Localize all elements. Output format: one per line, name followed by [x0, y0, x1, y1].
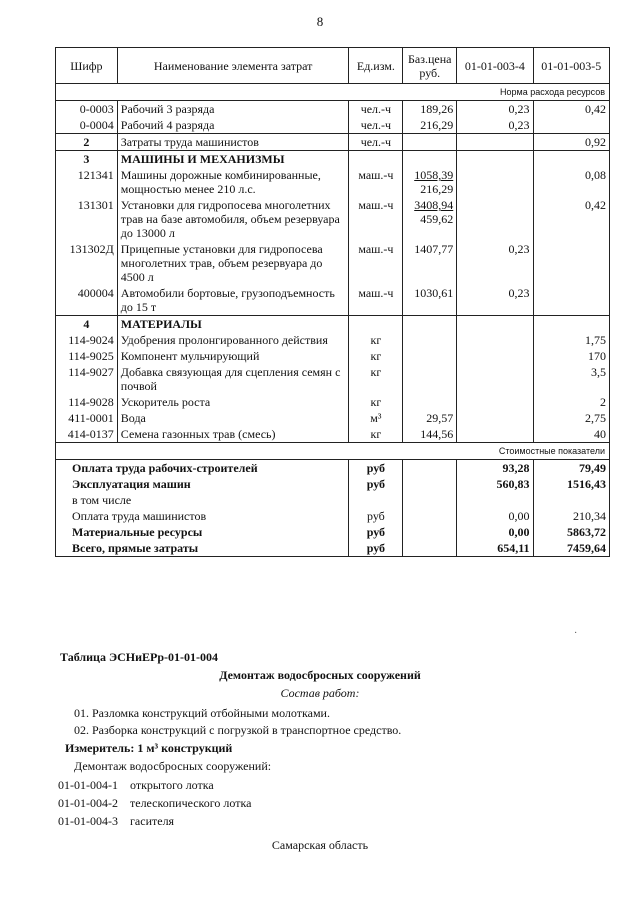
item-code: 01-01-004-1 [58, 778, 118, 792]
table-row [56, 364, 610, 394]
table-row [56, 316, 610, 333]
row-code: 0-0004 [56, 117, 118, 134]
row-value-003-5: 1,75 [533, 332, 609, 348]
row-price [403, 332, 457, 348]
cost-name: Всего, прямые затраты [56, 540, 349, 557]
row-code: 121341 [56, 167, 118, 197]
row-name: Компонент мульчирующий [117, 348, 349, 364]
row-unit: кг [349, 394, 403, 410]
row-value-003-5 [533, 285, 609, 316]
row-code: 400004 [56, 285, 118, 316]
cost-unit: руб [349, 540, 403, 557]
header-unit: Ед.изм. [349, 48, 403, 84]
row-name: Ускоритель роста [117, 394, 349, 410]
cost-row [56, 540, 610, 557]
cost-name: Эксплуатация машин [56, 476, 349, 492]
cost-value-003-4: 654,11 [457, 540, 533, 557]
price-main: 189,26 [420, 102, 454, 116]
cost-row [56, 476, 610, 492]
table-row [56, 410, 610, 426]
row-price [403, 101, 457, 118]
table-row [56, 241, 610, 285]
row-code: 411-0001 [56, 410, 118, 426]
row-unit: кг [349, 332, 403, 348]
cost-name: Оплата труда рабочих-строителей [56, 460, 349, 477]
row-name: Машины дорожные комбинированные, мощностью менее 210 л.с. [117, 167, 349, 197]
row-value-003-5: 40 [533, 426, 609, 443]
header-col4: 01-01-003-4 [457, 48, 533, 84]
cost-price [403, 492, 457, 508]
row-name: Вода [117, 410, 349, 426]
cost-price [403, 460, 457, 477]
cost-value-003-4: 0,00 [457, 524, 533, 540]
row-value-003-4 [457, 410, 533, 426]
row-unit: м³ [349, 410, 403, 426]
row-name: Прицепные установки для гидропосева многолетних трав, объем резервуара до 4500 л [117, 241, 349, 285]
row-name: Затраты труда машинистов [117, 134, 349, 151]
row-code: 114-9025 [56, 348, 118, 364]
row-value-003-4 [457, 426, 533, 443]
items-intro: Демонтаж водосбросных сооружений: [74, 759, 272, 773]
cost-value-003-4: 93,28 [457, 460, 533, 477]
table-row [56, 332, 610, 348]
row-unit: чел.-ч [349, 117, 403, 134]
cost-unit: руб [349, 476, 403, 492]
row-price [403, 151, 457, 168]
cost-price [403, 540, 457, 557]
table-row [56, 134, 610, 151]
table-row [56, 117, 610, 134]
row-value-003-5: 0,42 [533, 101, 609, 118]
row-value-003-4 [457, 348, 533, 364]
row-price [403, 364, 457, 394]
price-main: 1030,61 [414, 286, 454, 300]
row-unit: маш.-ч [349, 167, 403, 197]
cost-row [56, 508, 610, 524]
row-value-003-5 [533, 316, 609, 333]
row-name: МАТЕРИАЛЫ [117, 316, 349, 333]
cost-value-003-5: 5863,72 [533, 524, 609, 540]
table-row [56, 167, 610, 197]
row-name: Установки для гидропосева многолетних трав на базе автомобиля, объем резервуара до 13000 л [117, 197, 349, 241]
row-unit: кг [349, 426, 403, 443]
cost-value-003-5: 79,49 [533, 460, 609, 477]
cost-value-003-5 [533, 492, 609, 508]
measure-unit: Измеритель: 1 м³ конструкций [65, 741, 233, 755]
row-value-003-5: 2,75 [533, 410, 609, 426]
price-main: 1058,39 [414, 168, 454, 182]
price-main: 3408,94 [414, 198, 454, 212]
cost-value-003-4: 0,00 [457, 508, 533, 524]
row-value-003-5: 2 [533, 394, 609, 410]
row-value-003-4: 0,23 [457, 117, 533, 134]
header-name: Наименование элемента затрат [117, 48, 349, 84]
row-value-003-4 [457, 364, 533, 394]
row-unit: чел.-ч [349, 134, 403, 151]
row-code: 0-0003 [56, 101, 118, 118]
row-unit: маш.-ч [349, 241, 403, 285]
row-value-003-5: 0,08 [533, 167, 609, 197]
cost-unit: руб [349, 524, 403, 540]
table-row [56, 426, 610, 443]
row-price [403, 117, 457, 134]
page-number: 8 [316, 14, 324, 29]
row-code: 2 [56, 134, 118, 151]
row-value-003-4: 0,23 [457, 101, 533, 118]
items-list [58, 776, 251, 830]
table-row [56, 197, 610, 241]
row-price [403, 167, 457, 197]
row-value-003-5: 3,5 [533, 364, 609, 394]
row-value-003-4 [457, 394, 533, 410]
row-name: Рабочий 4 разряда [117, 117, 349, 134]
row-value-003-4 [457, 316, 533, 333]
row-price [403, 426, 457, 443]
item-name: гасителя [130, 814, 175, 828]
row-name: Добавка связующая для сцепления семян с почвой [117, 364, 349, 394]
row-value-003-4 [457, 197, 533, 241]
row-unit: чел.-ч [349, 101, 403, 118]
table-row [56, 101, 610, 118]
work-item-1: 01. Разломка конструкций отбойными молотками. [74, 706, 330, 720]
table-title: Таблица ЭСНиЕРр-01-01-004 [60, 650, 219, 664]
cost-name: Оплата труда машинистов [56, 508, 349, 524]
cost-name: Материальные ресурсы [56, 524, 349, 540]
row-value-003-4 [457, 167, 533, 197]
region-name: Самарская область [271, 838, 369, 852]
row-value-003-5: 0,92 [533, 134, 609, 151]
row-value-003-5 [533, 151, 609, 168]
row-unit [349, 151, 403, 168]
price-main: 1407,77 [414, 242, 454, 256]
row-name: МАШИНЫ И МЕХАНИЗМЫ [117, 151, 349, 168]
row-price [403, 285, 457, 316]
list-item [58, 776, 251, 794]
item-code: 01-01-004-3 [58, 814, 118, 828]
row-code: 114-9028 [56, 394, 118, 410]
row-name: Автомобили бортовые, грузоподъемность до 15 т [117, 285, 349, 316]
cost-value-003-5: 210,34 [533, 508, 609, 524]
stray-dot: · [574, 628, 578, 639]
row-value-003-4 [457, 134, 533, 151]
cost-row [56, 492, 610, 508]
row-name: Рабочий 3 разряда [117, 101, 349, 118]
table-row [56, 394, 610, 410]
row-price [403, 394, 457, 410]
row-value-003-4: 0,23 [457, 241, 533, 285]
cost-row [56, 524, 610, 540]
row-value-003-5: 0,42 [533, 197, 609, 241]
table-row [56, 285, 610, 316]
row-unit [349, 316, 403, 333]
row-unit: маш.-ч [349, 197, 403, 241]
row-value-003-4 [457, 151, 533, 168]
cost-price [403, 508, 457, 524]
norm-label: Норма расхода ресурсов [56, 84, 610, 101]
cost-unit: руб [349, 508, 403, 524]
cost-name: в том числе [56, 492, 349, 508]
cost-label-row [56, 443, 610, 460]
row-code: 114-9024 [56, 332, 118, 348]
cost-price [403, 524, 457, 540]
row-value-003-5 [533, 241, 609, 285]
price-main: 144,56 [420, 427, 454, 441]
cost-value-003-4 [457, 492, 533, 508]
price-main: 216,29 [420, 118, 454, 132]
header-col5: 01-01-003-5 [533, 48, 609, 84]
item-name: телескопического лотка [130, 796, 252, 810]
table-header-row [56, 48, 610, 84]
norms-table [55, 47, 610, 557]
row-code: 3 [56, 151, 118, 168]
row-price [403, 316, 457, 333]
header-code: Шифр [56, 48, 118, 84]
cost-value-003-5: 1516,43 [533, 476, 609, 492]
row-price [403, 134, 457, 151]
row-value-003-5 [533, 117, 609, 134]
row-name: Семена газонных трав (смесь) [117, 426, 349, 443]
works-title: Состав работ: [280, 686, 360, 700]
table-row [56, 348, 610, 364]
header-price: Баз.цена руб. [403, 48, 457, 84]
row-code: 414-0137 [56, 426, 118, 443]
row-value-003-4: 0,23 [457, 285, 533, 316]
row-name: Удобрения пролонгированного действия [117, 332, 349, 348]
cost-label: Стоимостные показатели [56, 443, 610, 460]
cost-unit: руб [349, 460, 403, 477]
row-unit: маш.-ч [349, 285, 403, 316]
row-code: 131302Д [56, 241, 118, 285]
item-code: 01-01-004-2 [58, 796, 118, 810]
cost-value-003-4: 560,83 [457, 476, 533, 492]
row-unit: кг [349, 364, 403, 394]
row-price [403, 410, 457, 426]
row-price [403, 197, 457, 241]
cost-row [56, 460, 610, 477]
price-labor: 459,62 [420, 212, 454, 226]
cost-unit [349, 492, 403, 508]
section-title: Демонтаж водосбросных сооружений [219, 668, 421, 682]
row-unit: кг [349, 348, 403, 364]
row-code: 4 [56, 316, 118, 333]
price-labor: 216,29 [420, 182, 454, 196]
row-value-003-5: 170 [533, 348, 609, 364]
row-price [403, 241, 457, 285]
row-code: 114-9027 [56, 364, 118, 394]
work-item-2: 02. Разборка конструкций с погрузкой в транспортное средство. [74, 723, 402, 737]
list-item [58, 794, 251, 812]
cost-value-003-5: 7459,64 [533, 540, 609, 557]
item-name: открытого лотка [130, 778, 214, 792]
norm-label-row [56, 84, 610, 101]
cost-price [403, 476, 457, 492]
table-row [56, 151, 610, 168]
row-code: 131301 [56, 197, 118, 241]
list-item [58, 812, 251, 830]
price-main: 29,57 [426, 411, 454, 425]
row-value-003-4 [457, 332, 533, 348]
row-price [403, 348, 457, 364]
